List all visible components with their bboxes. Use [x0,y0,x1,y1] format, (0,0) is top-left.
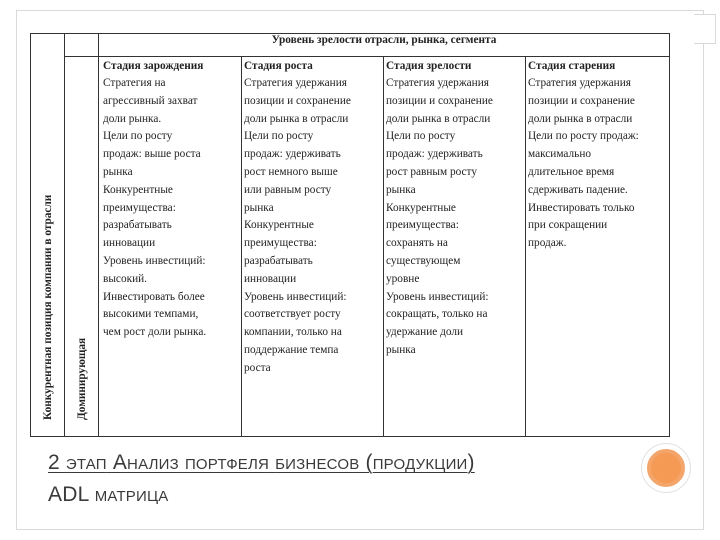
text-line: длительное время [528,165,615,178]
stage-title: Стадия роста [244,60,313,72]
text-line: при сокращении [528,219,608,232]
text-line: Уровень инвестиций: [103,254,206,267]
empty-corner-cell [65,34,99,57]
text-line: разрабатывать [103,219,172,232]
slide-tab [694,14,716,44]
text-line: или равным росту [244,183,332,196]
text-line: преимущества: [244,237,317,250]
text-line: рынка [386,183,416,196]
title-text: ЭТАП [65,456,107,473]
text-line: преимущества: [386,219,459,232]
text-line: рост немного выше [244,165,338,178]
text-line: Стратегия удержания [386,77,489,89]
text-line: высокими темпами, [103,308,199,321]
slide-title-line1 [48,448,648,480]
text-line: позиции и сохранение [528,94,635,107]
title-text: БИЗНЕСОВ [275,456,360,473]
row-label-outer: Конкурентная позиция компании в отрасли [41,194,54,420]
title-text: НАЛИЗ [127,456,179,473]
title-text: 2 [48,451,66,474]
text-line: высокий. [103,272,147,285]
text-line: Конкурентные [103,183,173,196]
stage-column-growth [241,57,384,436]
stage-column-emergence [101,57,241,436]
stage-title: Стадия старения [528,60,616,72]
stage-body [242,75,384,378]
text-line: Стратегия удержания [244,77,347,89]
title-text: ПРОДУКЦИИ [372,456,468,473]
text-line: инновации [103,237,156,250]
text-line: Цели по росту [386,130,456,143]
stages-cell [99,57,670,437]
stage-body [526,75,669,253]
text-line: рынка [386,343,416,356]
text-line: продаж: удерживать [244,148,341,161]
text-line: позиции и сохранение [386,94,493,107]
row-label-inner: Доминирующая [75,337,88,420]
text-line: продаж: удерживать [386,148,483,161]
text-line: преимущества: [103,201,176,214]
decorative-circle-icon [642,444,690,492]
stage-title: Стадия зрелости [386,60,472,72]
text-line: удержание доли [386,326,464,339]
text-line: максимально [528,148,592,161]
text-line: позиции и сохранение [244,94,351,107]
title-text: МАТРИЦА [94,488,169,505]
text-line: доли рынка. [103,112,162,125]
text-line: Инвестировать более [103,290,205,303]
stage-title: Стадия зарождения [103,60,204,72]
text-line: доли рынка в отрасли [244,112,349,125]
stage-column-aging [525,57,669,436]
text-line: Уровень инвестиций: [386,290,489,303]
text-line: соответствует росту [244,308,341,321]
text-line: доли рынка в отрасли [386,112,491,125]
text-line: агрессивный захват [103,94,198,107]
text-line: доли рынка в отрасли [528,112,633,125]
text-line: чем рост доли рынка. [103,326,207,339]
text-line: сокращать, только на [386,308,488,321]
stage-column-maturity [383,57,526,436]
text-line: Конкурентные [244,219,314,232]
text-line: сохранять на [386,237,448,250]
text-line: инновации [244,272,297,285]
table-header: Уровень зрелости отрасли, рынка, сегмента [99,34,670,57]
text-line: уровне [386,272,420,285]
text-line: Цели по росту продаж: [528,130,639,143]
title-text: ADL [48,483,95,506]
slide-title [48,448,648,512]
text-line: рост равным росту [386,165,477,178]
stage-body [101,75,241,342]
text-line: разрабатывать [244,254,313,267]
text-line: продаж: выше роста [103,148,201,161]
row-label-inner-cell [65,57,99,437]
text-line: Конкурентные [386,201,456,214]
title-text: ) [467,451,475,474]
stage-body [384,75,526,360]
text-line: рынка [103,165,133,178]
title-text: ( [359,451,373,474]
text-line: Стратегия на [103,77,166,89]
title-text: А [106,451,128,474]
title-text: ПОРТФЕЛЯ [184,456,270,473]
text-line: сдерживать падение. [528,183,628,196]
text-line: Инвестировать только [528,201,635,214]
slide-title-line2 [48,480,648,512]
text-line: поддержание темпа [244,343,339,356]
text-line: Цели по росту [244,130,314,143]
text-line: рынка [244,201,274,214]
text-line: компании, только на [244,326,342,339]
decorative-circle-inner [651,453,681,483]
text-line: существующем [386,254,461,267]
text-line: продаж. [528,237,567,250]
text-line: Уровень инвестиций: [244,290,347,303]
text-line: роста [244,361,271,374]
adl-matrix-table [30,33,670,437]
row-label-outer-cell [31,34,65,437]
text-line: Цели по росту [103,130,173,143]
text-line: Стратегия удержания [528,77,631,89]
